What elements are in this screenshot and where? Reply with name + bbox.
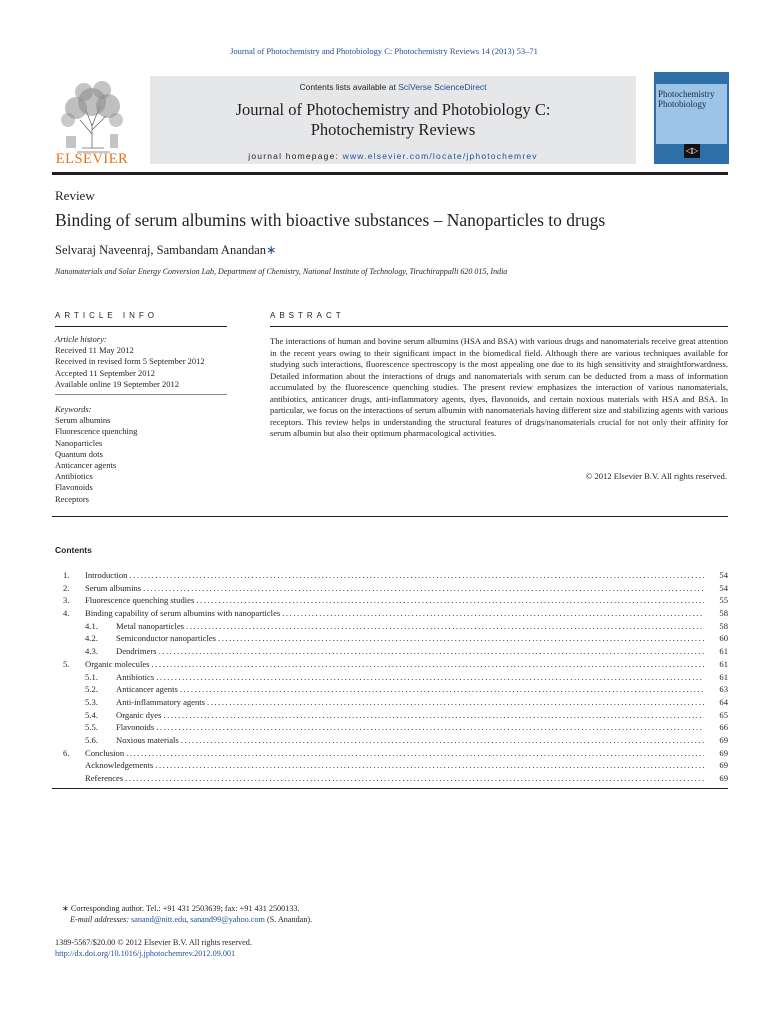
toc-entry[interactable] xyxy=(55,582,728,595)
toc-entry-page: 61 xyxy=(719,671,728,682)
toc-entry-number: 2. xyxy=(63,582,70,593)
toc-entry-page: 63 xyxy=(719,684,728,695)
corresponding-author-mark[interactable]: ∗ xyxy=(266,243,277,257)
abstract-bottom-rule xyxy=(52,516,728,517)
toc-entry[interactable] xyxy=(55,607,728,620)
toc-leader-dots xyxy=(143,582,704,595)
toc-entry-page: 69 xyxy=(719,747,728,758)
toc-leader-dots xyxy=(125,772,704,785)
toc-entry-page: 60 xyxy=(719,633,728,644)
toc-entry-title[interactable]: Acknowledgements xyxy=(85,760,154,771)
toc-entry-number: 4.3. xyxy=(85,646,98,657)
email-link-2[interactable]: sanand99@yahoo.com xyxy=(190,915,265,924)
toc-entry[interactable] xyxy=(55,747,728,760)
toc-entry-page: 58 xyxy=(719,608,728,619)
issn-line: 1389-5567/$20.00 © 2012 Elsevier B.V. All rights reserved. xyxy=(55,938,252,947)
contents-availability: Contents lists available at SciVerse ScienceDirect xyxy=(299,82,487,92)
toc-leader-dots xyxy=(207,696,704,709)
toc-entry-page: 61 xyxy=(719,658,728,669)
toc-entry-title[interactable]: Flavonoids xyxy=(116,722,155,733)
article-type: Review xyxy=(55,188,95,203)
toc-entry-page: 54 xyxy=(719,582,728,593)
keyword: Quantum dots xyxy=(55,448,103,459)
homepage-link[interactable]: www.elsevier.com/locate/jphotochemrev xyxy=(342,151,538,161)
toc-entry-number: 5.3. xyxy=(85,696,98,707)
toc-entry-title[interactable]: Antibiotics xyxy=(116,671,155,682)
toc-entry-title[interactable]: Metal nanoparticles xyxy=(116,620,185,631)
keyword: Fluorescence quenching xyxy=(55,426,138,437)
toc-entry-number: 5.2. xyxy=(85,684,98,695)
toc-entry-page: 69 xyxy=(719,773,728,783)
toc-leader-dots xyxy=(282,607,704,620)
header-divider xyxy=(52,172,728,175)
toc-entry-number: 4.2. xyxy=(85,633,98,644)
toc-leader-dots xyxy=(218,632,704,645)
corresponding-footnote: ∗ Corresponding author. Tel.: +91 431 2503639; fax: +91 431 2500133. xyxy=(62,904,300,913)
toc-entry-title[interactable]: References xyxy=(85,773,124,783)
toc-entry-number: 4. xyxy=(63,608,70,619)
contents-bottom-rule xyxy=(52,788,728,789)
toc-entry[interactable] xyxy=(55,772,728,785)
keyword: Anticancer agents xyxy=(55,460,117,471)
journal-title: Journal of Photochemistry and Photobiology C: Photochemistry Reviews xyxy=(235,100,551,139)
keyword: Nanoparticles xyxy=(55,437,103,448)
toc-entry-title[interactable]: Noxious materials xyxy=(116,734,179,745)
sciencedirect-link[interactable]: SciVerse ScienceDirect xyxy=(398,82,487,92)
toc-entry-number: 5.6. xyxy=(85,734,98,745)
toc-entry[interactable] xyxy=(55,658,728,671)
toc-entry-title[interactable]: Anti-inflammatory agents xyxy=(116,696,206,707)
toc-entry-page: 64 xyxy=(719,696,728,707)
toc-entry-page: 55 xyxy=(719,595,728,606)
contents-heading: Contents xyxy=(55,545,92,555)
toc-entry-page: 58 xyxy=(719,620,728,631)
keyword: Flavonoids xyxy=(55,482,93,493)
toc-entry-page: 69 xyxy=(719,760,728,771)
toc-entry[interactable] xyxy=(55,620,728,633)
toc-entry-number: 3. xyxy=(63,595,70,606)
cover-logo-icon: ◁▷ xyxy=(684,144,700,158)
toc-entry[interactable] xyxy=(55,696,728,709)
toc-entry[interactable] xyxy=(55,759,728,772)
toc-entry[interactable] xyxy=(55,721,728,734)
toc-entry-title[interactable]: Fluorescence quenching studies xyxy=(85,595,195,606)
toc-entry[interactable] xyxy=(55,632,728,645)
toc-entry[interactable] xyxy=(55,594,728,607)
toc-entry[interactable] xyxy=(55,734,728,747)
toc-leader-dots xyxy=(181,734,704,747)
toc-entry-page: 66 xyxy=(719,722,728,733)
toc-entry-title[interactable]: Organic dyes xyxy=(116,709,162,720)
toc-leader-dots xyxy=(155,759,704,772)
history-rule xyxy=(55,394,227,395)
toc-entry[interactable] xyxy=(55,709,728,722)
doi-link[interactable]: http://dx.doi.org/10.1016/j.jphotochemrev.2012.09.001 xyxy=(55,949,236,958)
keyword: Receptors xyxy=(55,493,89,504)
abstract-heading: ABSTRACT xyxy=(270,311,345,320)
journal-cover-title: Photochemistry Photobiology xyxy=(658,89,715,109)
article-history: Article history: Received 11 May 2012 Received in revised form 5 September 2012 Accepted 11 September 2012 Available online 19 September 2012 xyxy=(55,334,205,389)
toc-entry-page: 69 xyxy=(719,734,728,745)
toc-entry-title[interactable]: Binding capability of serum albumins with nanoparticles xyxy=(85,608,281,619)
toc-entry-page: 54 xyxy=(719,570,728,580)
toc-entry-number: 5.1. xyxy=(85,671,98,682)
toc-entry-number: 5. xyxy=(63,658,70,669)
abstract-copyright: © 2012 Elsevier B.V. All rights reserved. xyxy=(585,471,727,481)
toc-entry-title[interactable]: Conclusion xyxy=(85,747,125,758)
keywords-list: Keywords: Serum albumins Fluorescence quenching Nanoparticles Quantum dots Anticancer agents Antibiotics Flavonoids Receptors xyxy=(55,404,255,505)
toc-leader-dots xyxy=(152,658,704,671)
table-of-contents xyxy=(55,569,728,785)
email-link-1[interactable]: sanand@nitt.edu xyxy=(131,915,187,924)
toc-entry-number: 6. xyxy=(63,747,70,758)
abstract-text: The interactions of human and bovine serum albumins (HSA and BSA) with various drugs and nanomaterials receive great attention in the recent years owing to their significant impact in the biomedical field. Although there are various techniques available for studying such interactions, fluorescence spectroscopy is the most appealing one due to its high sensitivity and straightforwardness. Detailed information about the interactions of drugs and nanomaterials with serum can be deducted from a mass of information accumulated by the fluorescence quenching studies. The present review emphasizes the interaction of various nanomaterials, antibiotics, anticancer drugs, anti-inflammatory agents, dyes, flavonoids, and certain noxious materials with HSA and BSA. In particular, we focus on the interactions of serum albumin with nanomaterials having different size and stabilizing agents with various receptors. This review helps in understanding the structural features of drugs/nanomaterials crucial for not only their affinity for serum albumin but also their optimum pharmacological activities. xyxy=(270,336,728,439)
article-title: Binding of serum albumins with bioactive substances – Nanoparticles to drugs xyxy=(55,210,606,230)
keyword: Serum albumins xyxy=(55,415,111,426)
toc-entry-title[interactable]: Semiconductor nanoparticles xyxy=(116,633,216,644)
toc-leader-dots xyxy=(159,645,704,658)
toc-leader-dots xyxy=(156,671,704,684)
elsevier-wordmark: ELSEVIER xyxy=(55,151,129,167)
toc-entry-number: 5.5. xyxy=(85,722,98,733)
author-list: Selvaraj Naveenraj, Sambandam Anandan∗ xyxy=(55,243,277,257)
toc-entry-title[interactable]: Introduction xyxy=(85,570,128,580)
article-info-heading: ARTICLE INFO xyxy=(55,311,158,320)
email-footnote: E-mail addresses: sanand@nitt.edu, sanand99@yahoo.com (S. Anandan). xyxy=(70,915,313,924)
toc-leader-dots xyxy=(180,683,704,696)
toc-entry-number: 5.4. xyxy=(85,709,98,720)
toc-entry[interactable] xyxy=(55,683,728,696)
keyword: Antibiotics xyxy=(55,471,93,482)
toc-entry-number: 4.1. xyxy=(85,620,98,631)
toc-entry[interactable] xyxy=(55,671,728,684)
journal-citation[interactable]: Journal of Photochemistry and Photobiology C: Photochemistry Reviews 14 (2013) 53–71 xyxy=(230,46,538,56)
abstract-rule xyxy=(270,326,728,327)
toc-entry-title[interactable]: Dendrimers xyxy=(116,646,157,657)
toc-entry-page: 65 xyxy=(719,709,728,720)
toc-leader-dots xyxy=(129,569,704,582)
toc-leader-dots xyxy=(186,620,704,633)
journal-homepage: journal homepage: www.elsevier.com/locate/jphotochemrev xyxy=(248,151,538,161)
article-info-rule xyxy=(55,326,227,327)
toc-entry-page: 61 xyxy=(719,646,728,657)
toc-leader-dots xyxy=(156,721,704,734)
toc-leader-dots xyxy=(196,594,704,607)
toc-entry-title[interactable]: Serum albumins xyxy=(85,582,142,593)
toc-entry-title[interactable]: Organic molecules xyxy=(85,658,150,669)
toc-entry-title[interactable]: Anticancer agents xyxy=(116,684,178,695)
toc-leader-dots xyxy=(163,709,704,722)
toc-entry-number: 1. xyxy=(63,570,70,580)
toc-entry[interactable] xyxy=(55,569,728,582)
toc-leader-dots xyxy=(126,747,704,760)
affiliation: Nanomaterials and Solar Energy Conversion Lab, Department of Chemistry, National Institute of Technology, Tiruchirappalli 620 015, India xyxy=(55,267,508,276)
toc-entry[interactable] xyxy=(55,645,728,658)
